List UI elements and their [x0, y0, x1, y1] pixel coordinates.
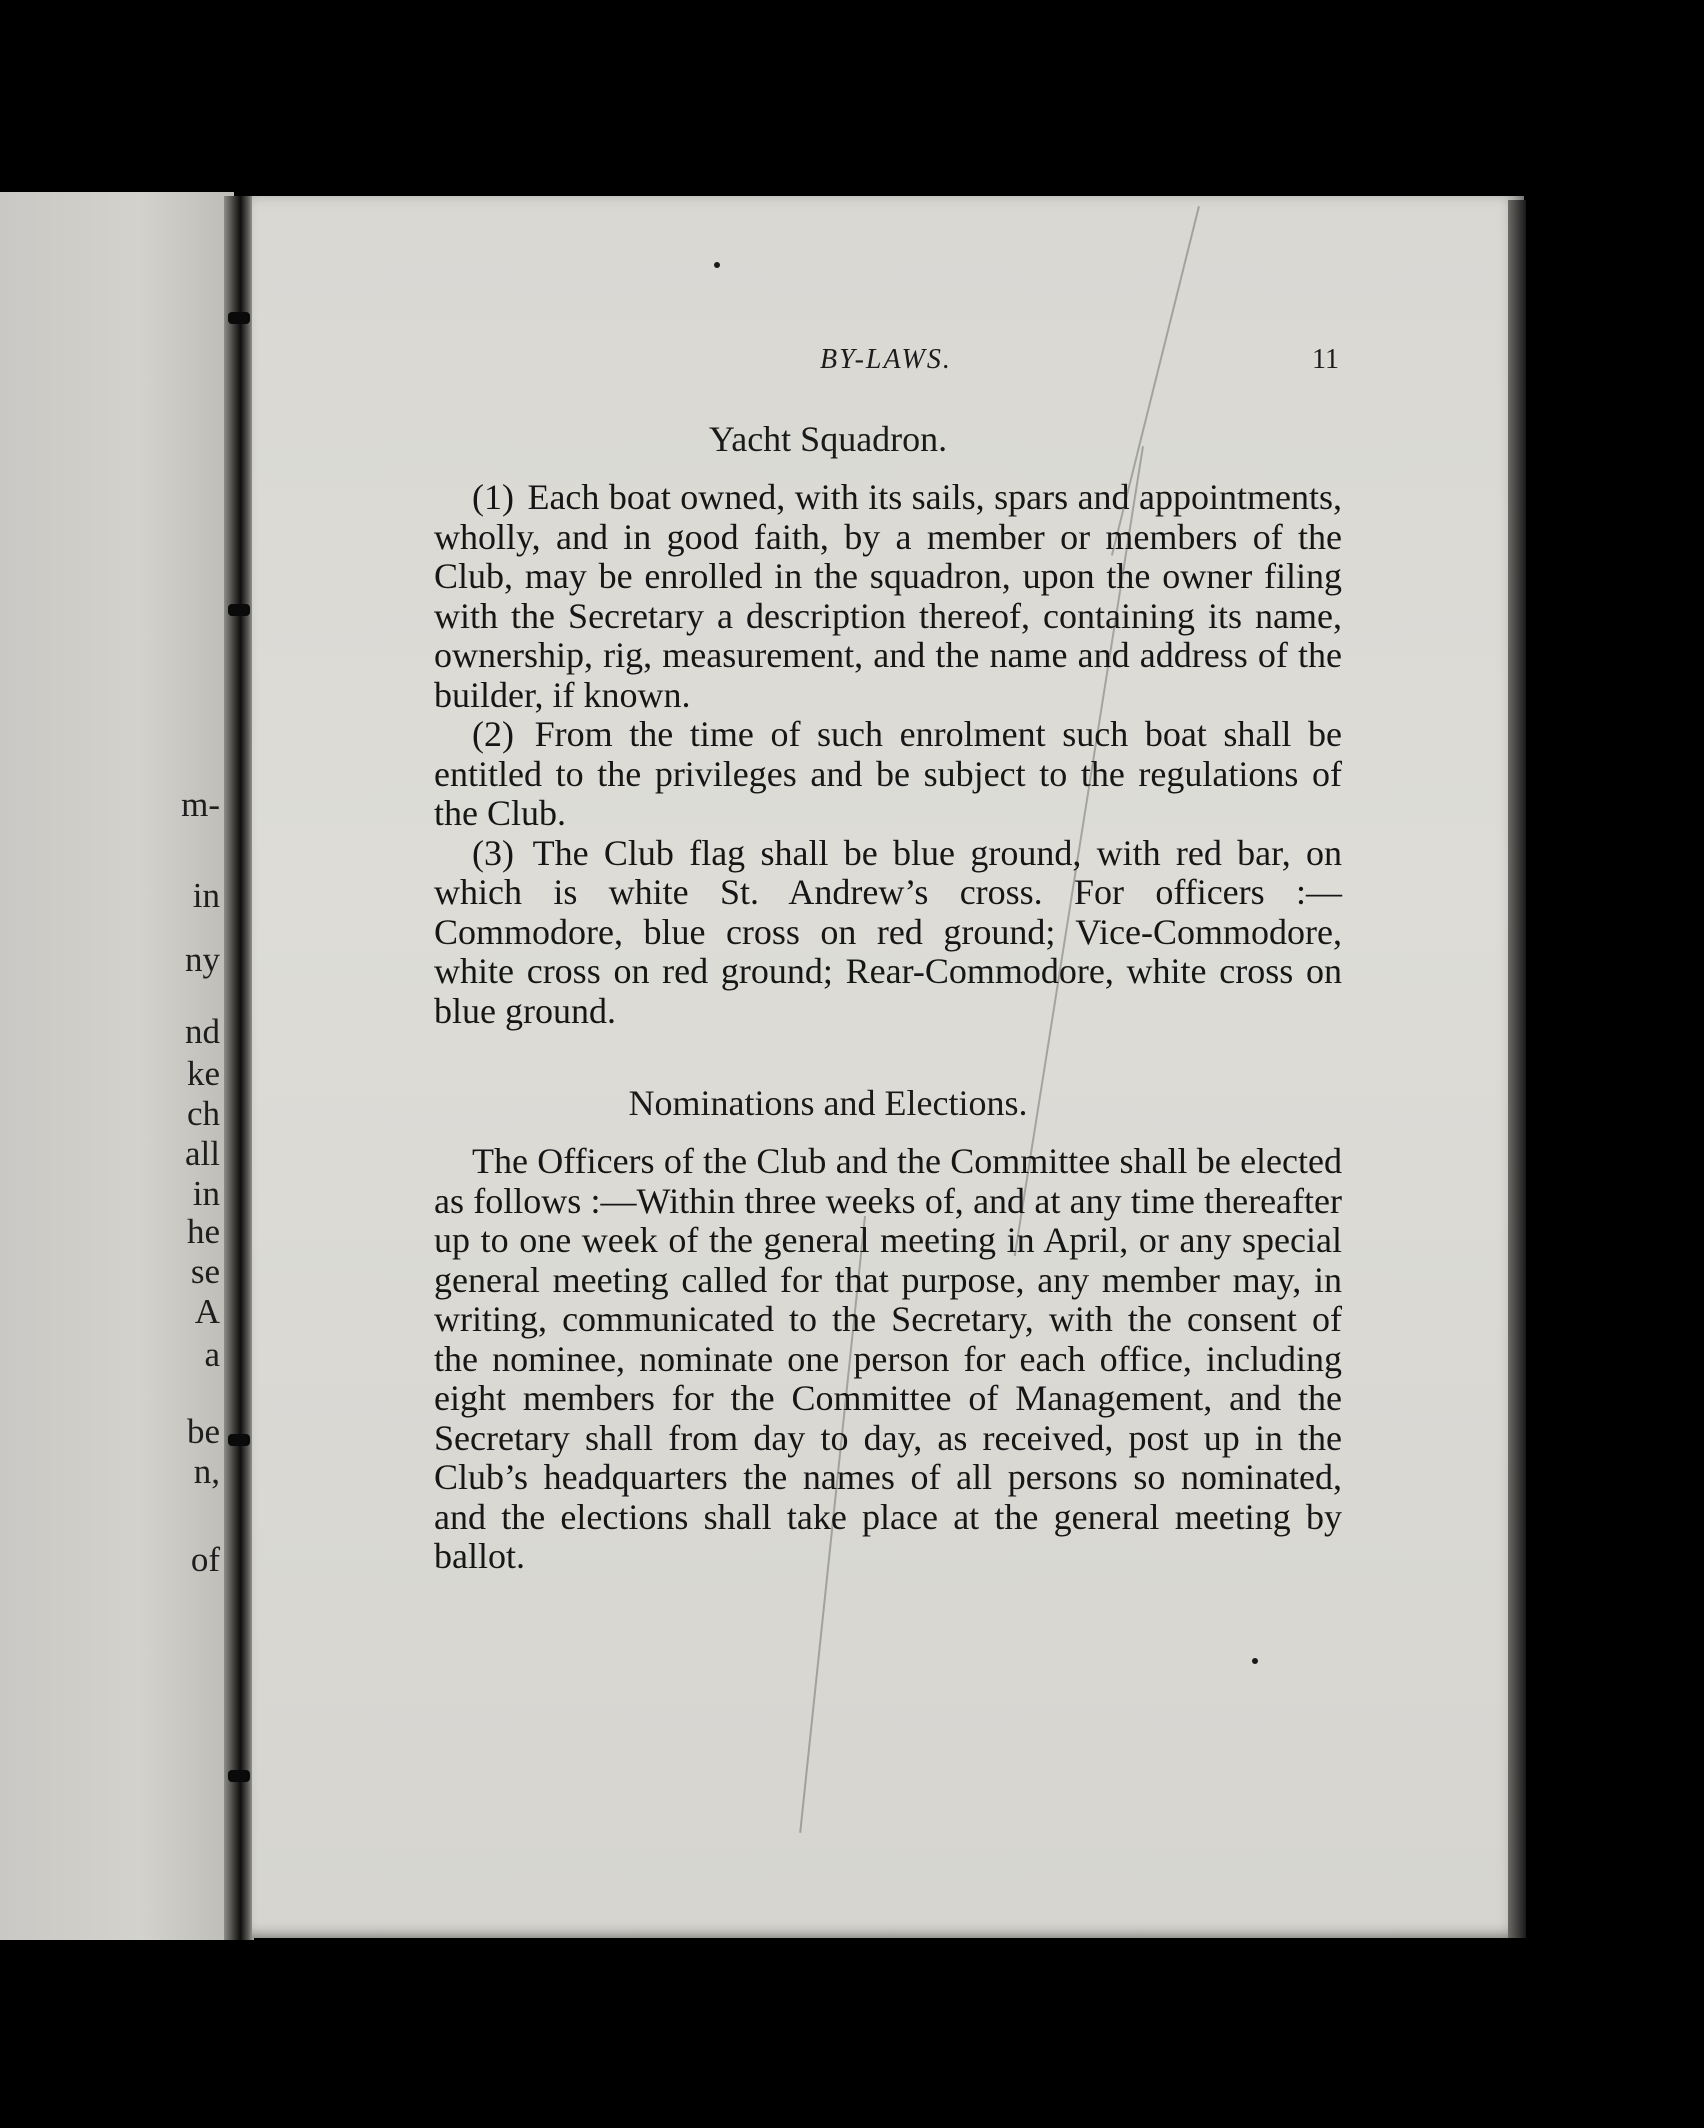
bylaw-paragraph — [434, 478, 1342, 715]
paragraph-number: (3) — [472, 832, 514, 873]
left-fragment: in — [192, 1174, 220, 1213]
binding-stitch — [228, 604, 250, 616]
bylaw-paragraph — [434, 1142, 1342, 1577]
left-fragment: se — [190, 1252, 220, 1291]
section-heading-nominations-elections: Nominations and Elections. — [628, 1083, 1028, 1123]
binding-stitch — [228, 312, 250, 324]
left-fragment: he — [186, 1212, 220, 1251]
paragraph-number: (1) — [472, 477, 514, 517]
paragraph-text: The Officers of the Club and the Committee shall be elected as follows :—Within three weeks of, and at any time thereafter up to one week of the general meeting in April, or any special general meeting called for that purpose, any member may, in writing, communicated to the Secretary, with the consent of the nominee, nominate one person for each office, including eight members for the Committee of Management, and the Secretary shall from day to day, as received, post up in the Club’s headquarters the names of all persons so nominated, and the elections shall take place at the general meeting by ballot. — [434, 1141, 1342, 1576]
running-head: BY-LAWS. — [820, 344, 952, 375]
book-gutter — [224, 196, 254, 1940]
left-fragment: be — [186, 1412, 220, 1451]
left-fragment: of — [190, 1540, 220, 1579]
left-fragment: nd — [185, 1012, 220, 1051]
bylaw-paragraph — [434, 834, 1342, 1032]
left-fragment: ch — [186, 1094, 220, 1133]
left-fragment: a — [204, 1335, 220, 1374]
page-edge-shadow — [1508, 200, 1526, 1938]
left-fragment: m- — [181, 785, 220, 824]
ink-speck — [1252, 1658, 1258, 1664]
binding-stitch — [228, 1770, 250, 1782]
paragraph-text: Each boat owned, with its sails, spars and appointments, wholly, and in good faith, by a member or members of the Club, may be enrolled in the squadron, upon the owner filing with the Secretary a description thereof, containing its name, ownership, rig, measurement, and the name and address of the builder, if known. — [434, 477, 1342, 715]
section-heading-yacht-squadron: Yacht Squadron. — [708, 419, 948, 459]
paragraph-text: From the time of such enrolment such boat shall be entitled to the privileges and be subject to the regulations of the Club. — [434, 714, 1343, 833]
left-fragment: ke — [186, 1054, 220, 1093]
paragraph-text: The Club flag shall be blue ground, with red bar, on which is white St. Andrew’s cross. For officers :— Commodore, blue cross on red ground; Vice-Commodore, white cross on red ground; Rear-Commodore, white cross on blue ground. — [434, 832, 1342, 1031]
section-body-yacht-squadron — [434, 478, 1342, 1031]
bylaw-paragraph — [434, 715, 1342, 834]
section-body-nominations-elections — [434, 1142, 1342, 1577]
left-fragment: n, — [193, 1452, 220, 1491]
binding-stitch — [228, 1434, 250, 1446]
book-page — [252, 196, 1524, 1938]
left-fragment: ny — [185, 940, 220, 979]
ink-speck — [714, 262, 720, 268]
page-number: 11 — [1312, 344, 1339, 375]
left-fragment: all — [185, 1134, 220, 1173]
paragraph-number: (2) — [472, 714, 514, 754]
left-fragment: in — [192, 876, 220, 915]
previous-page-edge — [0, 192, 234, 1940]
left-fragment: A — [194, 1292, 220, 1331]
